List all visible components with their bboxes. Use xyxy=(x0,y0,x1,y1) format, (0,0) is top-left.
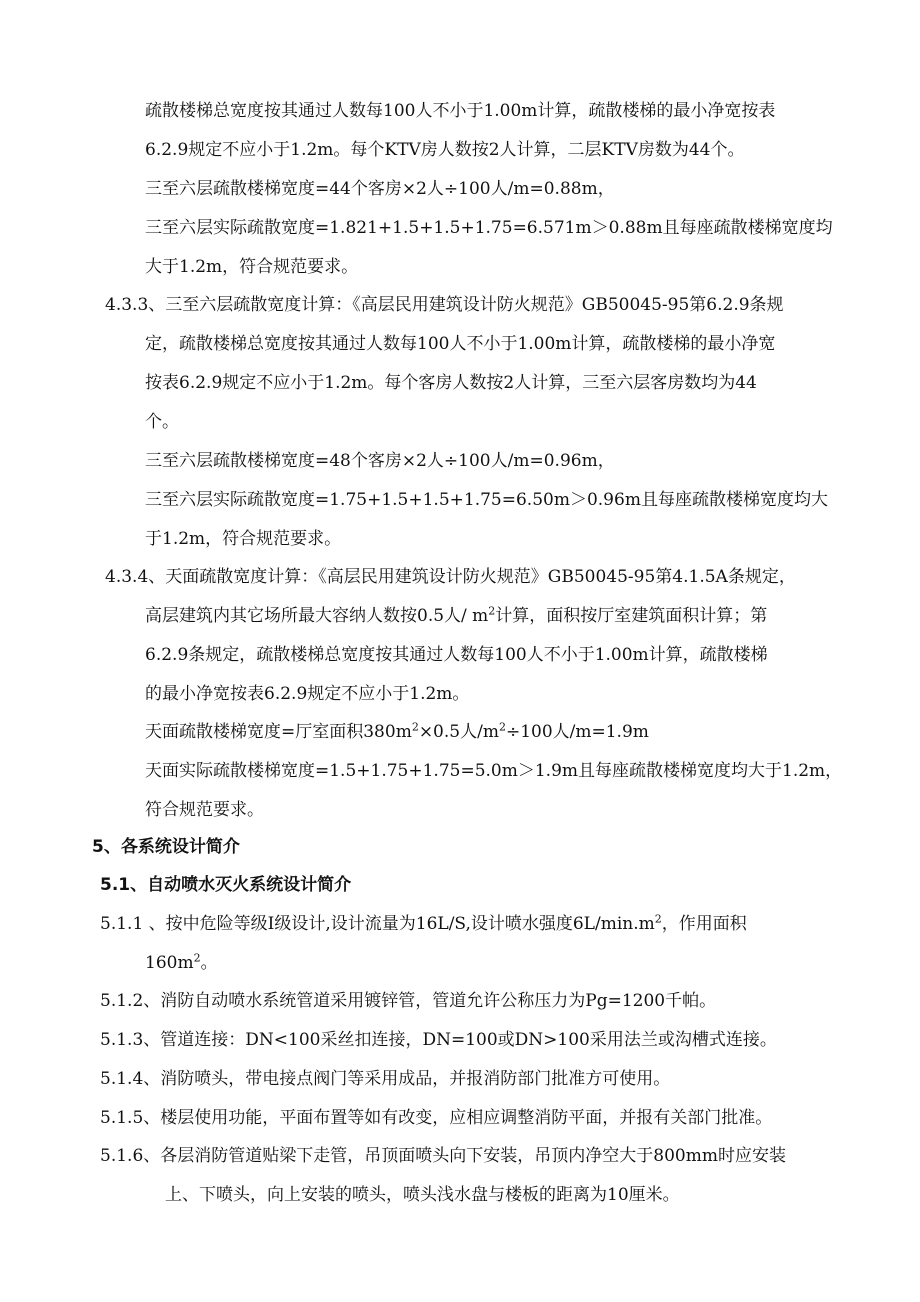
text-line: 6.2.9规定不应小于1.2m。每个KTV房人数按2人计算，二层KTV房数为44个。 xyxy=(145,140,745,160)
superscript: 2 xyxy=(193,951,201,965)
text-run: 天面疏散楼梯宽度=厅室面积380m xyxy=(145,722,412,742)
text-line: 6.2.9条规定，疏散楼梯总宽度按其通过人数每100人不小于1.00m计算，疏散楼梯 xyxy=(145,645,768,665)
section-4-3-3-heading-line: 4.3.3、三至六层疏散宽度计算：《高层民用建筑设计防火规范》GB50045-95第6.2.9条规 xyxy=(105,295,784,315)
text-run: 。 xyxy=(200,953,218,973)
text-line: 的最小净宽按表6.2.9规定不应小于1.2m。 xyxy=(145,684,470,704)
text-line xyxy=(145,952,218,976)
item-5-1-3: 5.1.3、管道连接：DN<100采丝扣连接，DN=100或DN>100采用法兰或沟槽式连接。 xyxy=(100,1030,777,1050)
item-5-1-5: 5.1.5、楼层使用功能，平面布置等如有改变，应相应调整消防平面，并报有关部门批准。 xyxy=(100,1108,773,1128)
text-run: ，作用面积 xyxy=(661,914,747,934)
text-line xyxy=(145,721,649,745)
text-run: ÷100人/m=1.9m xyxy=(505,722,649,742)
text-line: 三至六层实际疏散宽度=1.821+1.5+1.5+1.75=6.571m＞0.88m且每座疏散楼梯宽度均 xyxy=(145,218,833,238)
text-line: 三至六层实际疏散宽度=1.75+1.5+1.5+1.75=6.50m＞0.96m且每座疏散楼梯宽度均大 xyxy=(145,490,828,510)
text-line xyxy=(145,605,767,629)
text-line: 定，疏散楼梯总宽度按其通过人数每100人不小于1.00m计算，疏散楼梯的最小净宽 xyxy=(145,334,776,354)
text-line: 疏散楼梯总宽度按其通过人数每100人不小于1.00m计算，疏散楼梯的最小净宽按表 xyxy=(145,101,776,121)
text-line: 按表6.2.9规定不应小于1.2m。每个客房人数按2人计算，三至六层客房数均为44 xyxy=(145,373,757,393)
text-run: 160m xyxy=(145,953,194,973)
section-5-heading: 5、各系统设计简介 xyxy=(92,837,240,857)
section-5-1-heading: 5.1、自动喷水灭火系统设计简介 xyxy=(100,875,352,895)
item-5-1-6: 5.1.6、各层消防管道贴梁下走管，吊顶面喷头向下安装，吊顶内净空大于800mm时应安装 xyxy=(100,1146,786,1166)
superscript: 2 xyxy=(488,604,496,618)
text-run: 计算，面积按厅室建筑面积计算；第 xyxy=(495,606,768,626)
text-line: 三至六层疏散楼梯宽度=44个客房×2人÷100人/m=0.88m， xyxy=(145,179,615,199)
text-line: 三至六层疏散楼梯宽度=48个客房×2人÷100人/m=0.96m， xyxy=(145,451,615,471)
item-5-1-2: 5.1.2、消防自动喷水系统管道采用镀锌管，管道允许公称压力为Pg=1200千帕。 xyxy=(100,991,717,1011)
text-line: 天面实际疏散楼梯宽度=1.5+1.75+1.75=5.0m＞1.9m且每座疏散楼梯宽度均大于1.2m， xyxy=(145,761,843,781)
section-4-3-4-heading-line: 4.3.4、天面疏散宽度计算：《高层民用建筑设计防火规范》GB50045-95第4.1.5A条规定， xyxy=(105,567,796,587)
text-run: 高层建筑内其它场所最大容纳人数按0.5人/ m xyxy=(145,606,489,626)
text-run: 5.1.1 、按中危险等级Ⅰ级设计,设计流量为16L/S,设计喷水强度6L/min.m xyxy=(100,914,655,934)
item-5-1-1 xyxy=(100,913,747,937)
superscript: 2 xyxy=(498,720,506,734)
text-line: 符合规范要求。 xyxy=(145,800,264,820)
item-5-1-4: 5.1.4、消防喷头，带电接点阀门等采用成品，并报消防部门批准方可使用。 xyxy=(100,1069,671,1089)
text-line: 于1.2m，符合规范要求。 xyxy=(145,529,342,549)
text-line: 大于1.2m，符合规范要求。 xyxy=(145,257,359,277)
text-line: 个。 xyxy=(145,412,179,432)
text-run: ×0.5人/m xyxy=(418,722,499,742)
text-line: 上、下喷头，向上安装的喷头，喷头浅水盘与楼板的距离为10厘米。 xyxy=(165,1185,680,1205)
superscript: 2 xyxy=(654,912,662,926)
superscript: 2 xyxy=(411,720,419,734)
